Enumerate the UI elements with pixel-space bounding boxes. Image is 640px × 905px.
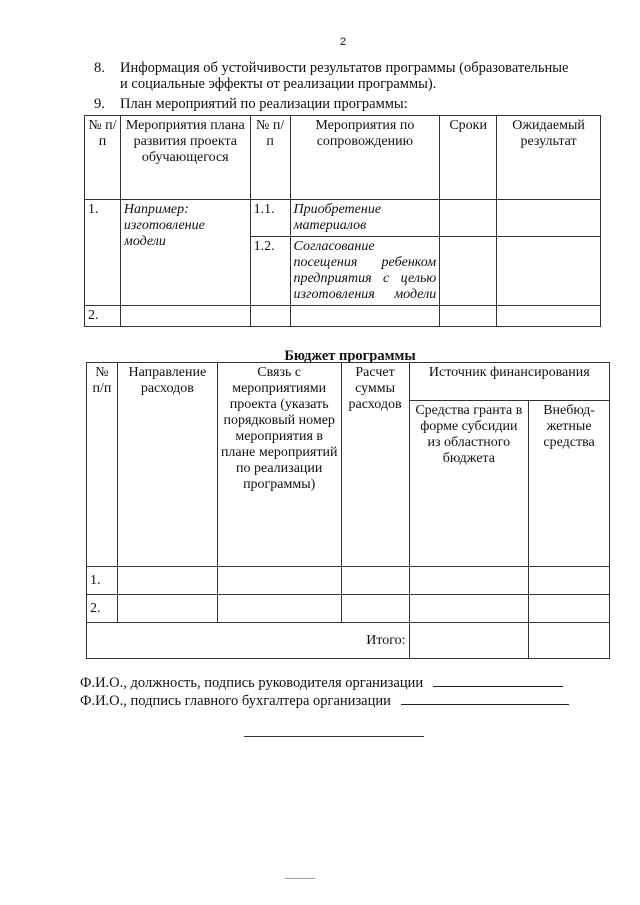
header-link: Связь с мероприятиями проекта (указать порядковый номер мероприятия в плане мероприятий по реализации программы) [217, 363, 341, 567]
section-item-8 [94, 60, 568, 92]
signature-label: Ф.И.О., подпись главного бухгалтера организации [80, 693, 391, 709]
cell-grant [409, 567, 529, 595]
cell-deadline [440, 200, 497, 237]
plan-table [84, 115, 601, 327]
item-text-line1: План мероприятий по реализации программы: [120, 96, 408, 112]
cell-offbudget [529, 595, 610, 623]
total-offbudget [529, 623, 610, 659]
item-text-line1: Информация об устойчивости результатов программы (образовательные [120, 60, 569, 76]
header-sub-num: № п/п [250, 116, 290, 200]
row-number: 2. [85, 306, 121, 327]
header-num: № п/п [85, 116, 121, 200]
cell-direction [117, 595, 217, 623]
sub-number: 1.1. [250, 200, 290, 237]
sub-event [290, 306, 440, 327]
header-deadlines: Сроки [440, 116, 497, 200]
cell-calc [341, 567, 409, 595]
header-support-events: Мероприятия по сопровождению [290, 116, 440, 200]
row-event: Например: изготовление модели [120, 200, 250, 306]
header-grant: Средства гранта в форме субсидии из областного бюджета [409, 401, 529, 567]
table-row [87, 567, 610, 595]
signature-blank [433, 674, 563, 687]
table-row [85, 200, 601, 237]
cell-link [217, 595, 341, 623]
table-row [87, 595, 610, 623]
header-plan-events: Мероприятия плана развития проекта обучающегося [120, 116, 250, 200]
cell-grant [409, 595, 529, 623]
total-row [87, 623, 610, 659]
signature-line-accountant [80, 692, 569, 710]
budget-table [86, 362, 610, 659]
cell-result [497, 200, 601, 237]
header-source: Источник финансирования [409, 363, 609, 401]
item-number: 8. [94, 60, 105, 76]
signature-label: Ф.И.О., должность, подпись руководителя организации [80, 675, 424, 691]
separator-line [244, 736, 424, 737]
row-number: 1. [85, 200, 121, 306]
signature-line-head [80, 674, 563, 692]
header-direction: Направление расходов [117, 363, 217, 567]
header-expected-result: Ожидаемый результат [497, 116, 601, 200]
row-event [120, 306, 250, 327]
cell-calc [341, 595, 409, 623]
cell-result [497, 306, 601, 327]
row-number: 1. [87, 567, 118, 595]
table-row [85, 306, 601, 327]
cell-deadline [440, 306, 497, 327]
sub-event: Приобретение материалов [290, 200, 440, 237]
sub-number [250, 306, 290, 327]
item-text-line2: и социальные эффекты от реализации программы). [120, 76, 437, 92]
total-grant [409, 623, 529, 659]
cell-offbudget [529, 567, 610, 595]
section-item-9 [94, 96, 408, 112]
cell-result [497, 237, 601, 306]
cell-link [217, 567, 341, 595]
row-number: 2. [87, 595, 118, 623]
header-num: № п/п [87, 363, 118, 567]
budget-title: Бюджет программы [284, 348, 416, 364]
total-label: Итого: [87, 623, 410, 659]
sub-number: 1.2. [250, 237, 290, 306]
budget-header-row [87, 363, 610, 401]
cell-direction [117, 567, 217, 595]
sub-event: Согласование посещения ребенком предприятия с целью изготовления модели [290, 237, 440, 306]
cell-deadline [440, 237, 497, 306]
header-offbudget: Внебюд-жетные средства [529, 401, 610, 567]
signature-blank [401, 692, 569, 705]
item-number: 9. [94, 96, 105, 112]
plan-header-row [85, 116, 601, 200]
page-number: 2 [340, 36, 347, 48]
footer-mark [285, 878, 315, 879]
header-calc: Расчет суммы расходов [341, 363, 409, 567]
